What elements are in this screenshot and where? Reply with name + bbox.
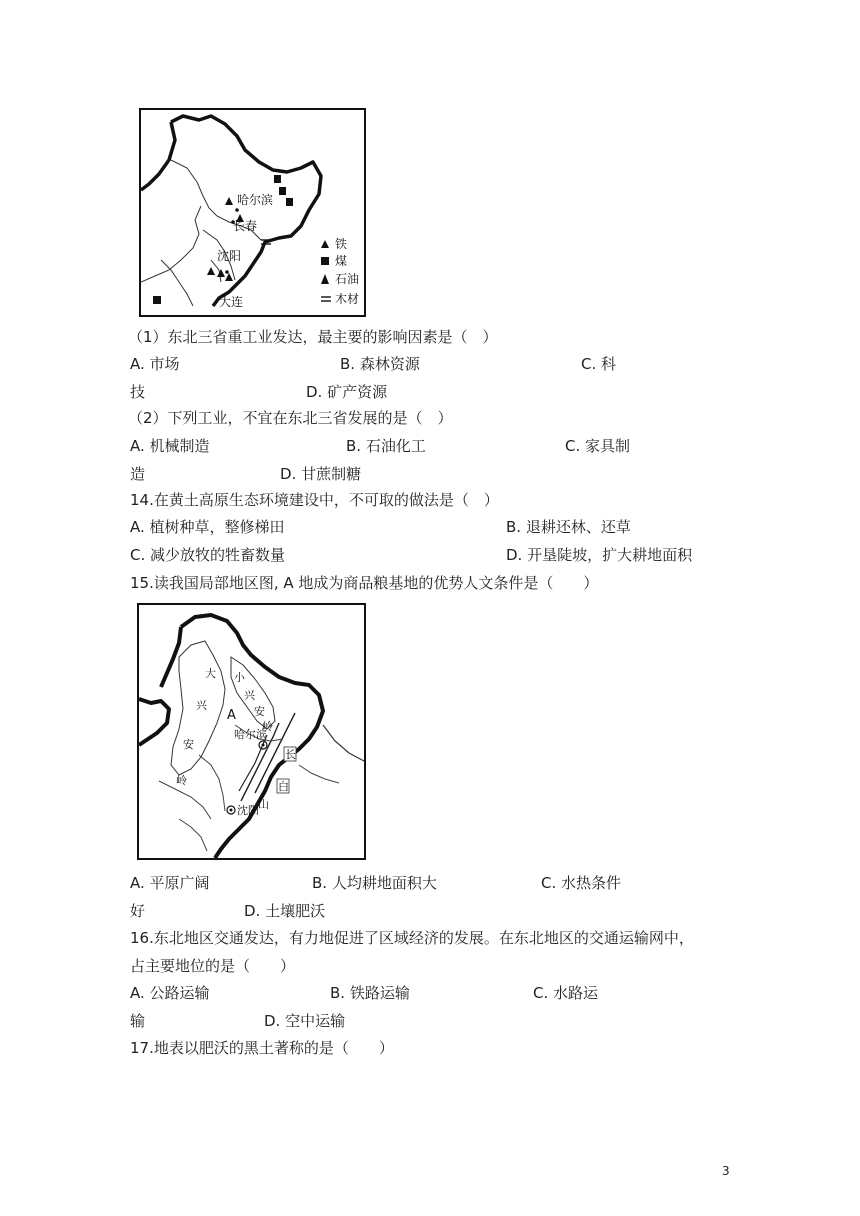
legend-iron: 铁 (335, 237, 348, 251)
label-chang: 长 (285, 748, 296, 761)
q13-1-option-c: C. 科 (581, 355, 617, 373)
label-a: A (227, 708, 236, 723)
q15-option-d: D. 土壤肥沃 (244, 902, 326, 920)
q13-1-stem: （1）东北三省重工业发达，最主要的影响因素是（ ） (128, 328, 498, 346)
city-shenyang: 沈阳 (217, 249, 242, 263)
legend-coal: 煤 (335, 254, 348, 268)
region-map (137, 603, 366, 860)
label-bai: 白 (278, 780, 289, 793)
q16-option-d: D. 空中运输 (264, 1012, 346, 1030)
q14-stem: 14.在黄土高原生态环境建设中，不可取的做法是（ ） (130, 491, 499, 509)
q13-2-stem: （2）下列工业，不宜在东北三省发展的是（ ） (128, 409, 453, 427)
q15-option-b: B. 人均耕地面积大 (312, 874, 437, 892)
legend-oil: 石油 (335, 272, 360, 286)
label-ling2: 岭 (176, 774, 187, 787)
q13-1-option-c-cont: 技 (130, 383, 146, 401)
oil-symbol (207, 267, 215, 275)
coal-symbol (286, 198, 293, 206)
label-ling1: 岭 (262, 720, 273, 733)
label-shenyang: 沈阳 (237, 804, 259, 817)
q14-option-a: A. 植树种草，整修梯田 (130, 518, 285, 536)
q14-option-c: C. 减少放牧的牲畜数量 (130, 546, 286, 564)
q13-2-option-a: A. 机械制造 (130, 437, 210, 455)
coal-symbol (153, 296, 161, 304)
q16-option-c-cont: 输 (130, 1012, 146, 1030)
q13-2-option-b: B. 石油化工 (346, 437, 426, 455)
q16-stem: 16.东北地区交通发达，有力地促进了区域经济的发展。在东北地区的交通运输网中， (130, 929, 694, 947)
label-an1: 安 (254, 705, 265, 718)
city-dalian: 大连 (219, 295, 244, 309)
coal-symbol (279, 187, 286, 195)
q13-2-option-c: C. 家具制 (565, 437, 631, 455)
q15-option-c-cont: 好 (130, 902, 146, 920)
resource-map (139, 108, 366, 317)
label-da: 大 (205, 667, 216, 680)
iron-symbol (217, 269, 225, 277)
q13-2-option-c-cont: 造 (130, 465, 146, 483)
legend-timber: 木材 (335, 292, 360, 306)
label-xiao: 小 (234, 671, 245, 684)
label-shan: 山 (258, 798, 269, 811)
q16-option-b: B. 铁路运输 (330, 984, 410, 1002)
q14-option-d: D. 开垦陡坡，扩大耕地面积 (506, 546, 693, 564)
q15-option-c: C. 水热条件 (541, 874, 622, 892)
q14-option-b: B. 退耕还林、还草 (506, 518, 631, 536)
q16-stem-cont: 占主要地位的是（ ） (130, 957, 296, 975)
q17-stem: 17.地表以肥沃的黑土著称的是（ ） (130, 1039, 394, 1057)
q15-option-a: A. 平原广阔 (130, 874, 210, 892)
q13-1-option-d: D. 矿产资源 (306, 383, 388, 401)
page-number: 3 (722, 1164, 730, 1178)
q13-1-option-b: B. 森林资源 (340, 355, 420, 373)
oil-symbol (225, 273, 233, 281)
city-changchun: 长春 (233, 219, 258, 233)
q16-option-a: A. 公路运输 (130, 984, 210, 1002)
city-harbin: 哈尔滨 (237, 193, 274, 207)
label-harbin: 哈尔滨 (234, 728, 267, 741)
q13-1-option-a: A. 市场 (130, 355, 180, 373)
coal-symbol (274, 175, 281, 183)
label-xing1: 兴 (244, 689, 255, 702)
q15-stem: 15.读我国局部地区图, A 地成为商品粮基地的优势人文条件是（ ） (130, 574, 599, 592)
resource-map-outline (141, 110, 364, 315)
label-xing2: 兴 (196, 699, 207, 712)
oil-symbol (225, 197, 233, 205)
q16-option-c: C. 水路运 (533, 984, 599, 1002)
q13-2-option-d: D. 甘蔗制糖 (280, 465, 362, 483)
label-an2: 安 (183, 738, 194, 751)
